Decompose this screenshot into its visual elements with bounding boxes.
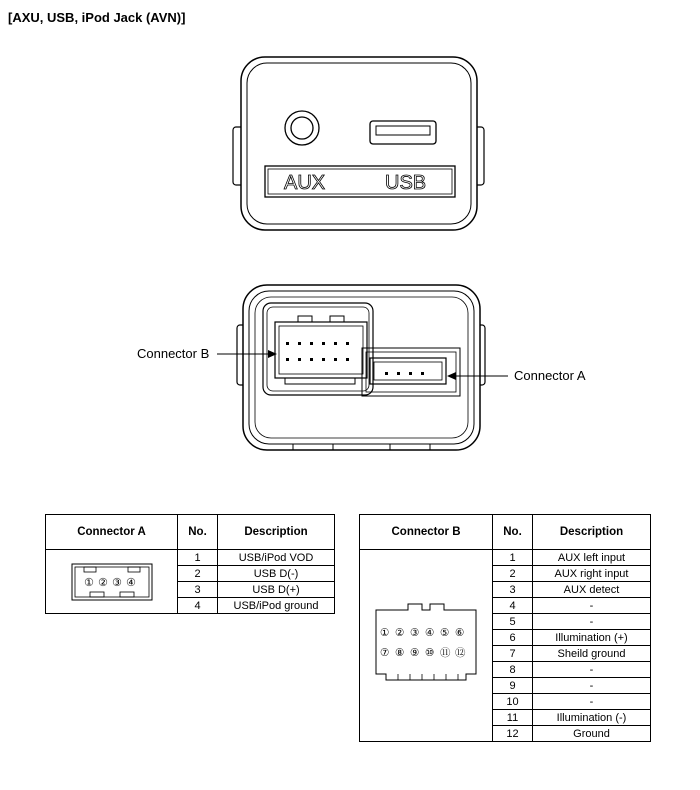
- connector-a-callout: Connector A: [514, 368, 586, 383]
- description-header: Description: [533, 515, 651, 550]
- pin-description: -: [533, 678, 651, 694]
- pin-description: USB/iPod VOD: [218, 550, 335, 566]
- pin-description: USB/iPod ground: [218, 598, 335, 614]
- connector-a-header: Connector A: [46, 515, 178, 550]
- description-header: Description: [218, 515, 335, 550]
- connector-a-pinout-image: [46, 550, 178, 614]
- pin-8-label: ⑧: [395, 646, 405, 659]
- pin-3-label: ③: [410, 626, 420, 639]
- pin-11-label: ⑪: [440, 646, 451, 659]
- pin-description: AUX right input: [533, 566, 651, 582]
- aux-label: AUX: [284, 172, 326, 194]
- pin-description: -: [533, 694, 651, 710]
- pin-description: -: [533, 614, 651, 630]
- pin-no: 11: [493, 710, 533, 726]
- connector-a-table: [45, 514, 335, 614]
- connector-a-icon: [62, 555, 162, 609]
- pin-description: AUX left input: [533, 550, 651, 566]
- pin-description: Illumination (+): [533, 630, 651, 646]
- pin-no: 1: [178, 550, 218, 566]
- pin-description: USB D(+): [218, 582, 335, 598]
- no-header: No.: [493, 515, 533, 550]
- pin-description: Sheild ground: [533, 646, 651, 662]
- pin-no: 7: [493, 646, 533, 662]
- connector-b-pinout-image: [360, 550, 493, 742]
- pin-no: 4: [178, 598, 218, 614]
- pin-1-label: ①: [380, 626, 390, 639]
- connector-b-header: Connector B: [360, 515, 493, 550]
- pin-no: 2: [493, 566, 533, 582]
- pin-4-label: ④: [425, 626, 435, 639]
- pin-4-label: ④: [125, 575, 136, 589]
- pin-description: Ground: [533, 726, 651, 742]
- pin-no: 12: [493, 726, 533, 742]
- table-row: [360, 550, 651, 566]
- pin-12-label: ⑫: [455, 646, 466, 659]
- pin-5-label: ⑤: [440, 626, 450, 639]
- front-view: [233, 57, 484, 230]
- page-title: [AXU, USB, iPod Jack (AVN)]: [8, 10, 186, 25]
- rear-view: [217, 285, 508, 450]
- pin-no: 9: [493, 678, 533, 694]
- pin-2-label: ②: [97, 575, 108, 589]
- table-row: [46, 550, 335, 566]
- pin-no: 8: [493, 662, 533, 678]
- pin-10-label: ⑩: [425, 646, 435, 659]
- pin-6-label: ⑥: [455, 626, 465, 639]
- pin-no: 5: [493, 614, 533, 630]
- connector-b-table: [359, 514, 651, 742]
- pin-3-label: ③: [111, 575, 122, 589]
- pin-no: 10: [493, 694, 533, 710]
- pin-description: USB D(-): [218, 566, 335, 582]
- pin-description: -: [533, 598, 651, 614]
- no-header: No.: [178, 515, 218, 550]
- pin-description: AUX detect: [533, 582, 651, 598]
- pin-description: -: [533, 662, 651, 678]
- pin-1-label: ①: [83, 575, 94, 589]
- connector-b-callout: Connector B: [137, 346, 210, 361]
- pin-no: 1: [493, 550, 533, 566]
- pin-2-label: ②: [395, 626, 405, 639]
- pin-description: Illumination (-): [533, 710, 651, 726]
- pin-no: 3: [493, 582, 533, 598]
- pin-9-label: ⑨: [410, 646, 420, 659]
- pin-no: 2: [178, 566, 218, 582]
- usb-label: USB: [385, 172, 427, 194]
- pin-no: 6: [493, 630, 533, 646]
- connector-b-icon: [364, 596, 488, 696]
- pin-no: 3: [178, 582, 218, 598]
- pin-7-label: ⑦: [380, 646, 390, 659]
- pin-no: 4: [493, 598, 533, 614]
